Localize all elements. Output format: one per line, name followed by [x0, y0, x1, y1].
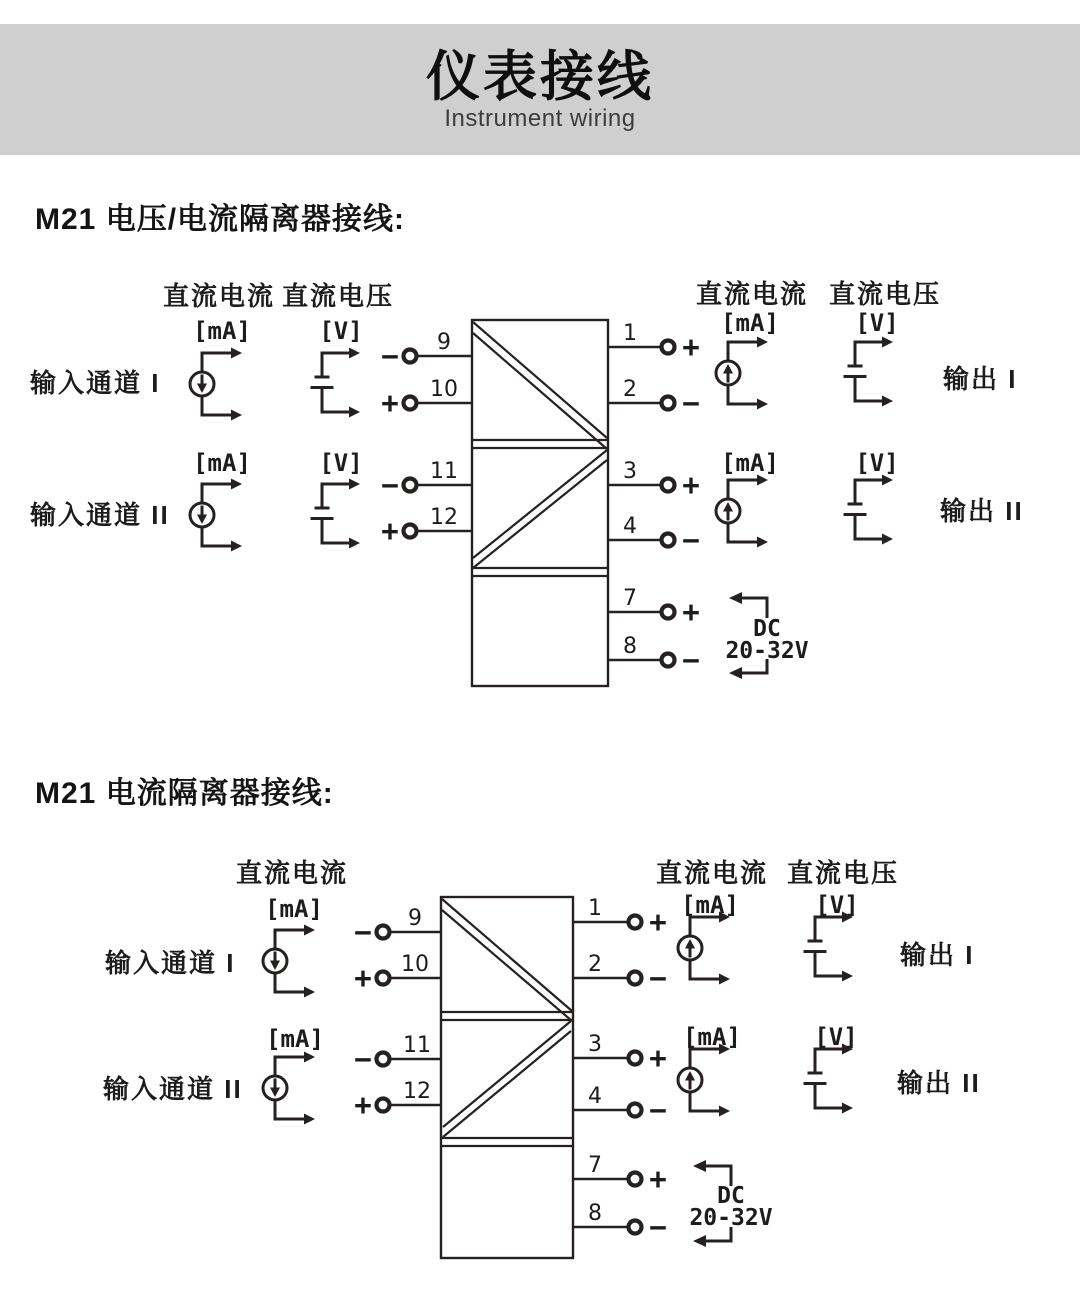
voltage-source-icon — [311, 348, 361, 418]
diagram-current-isolator — [0, 840, 1080, 1280]
d2-isolator-box — [441, 897, 573, 1258]
input-channel-2-label: 输入通道 II — [30, 500, 170, 530]
isolation-diagonal — [443, 1021, 571, 1127]
output-1-label: 输出 I — [943, 364, 1018, 394]
terminal-dot — [662, 654, 675, 667]
minus-sign: − — [649, 1210, 667, 1244]
dc-label: DC — [717, 1183, 745, 1209]
terminal-11 — [354, 1033, 441, 1076]
minus-sign: − — [381, 339, 399, 373]
terminal-1 — [608, 321, 700, 364]
terminal-12 — [381, 505, 472, 548]
terminal-dot — [377, 1053, 390, 1066]
d1-power-supply — [608, 586, 809, 679]
terminal-number: 10 — [430, 377, 458, 402]
current-source-down-icon — [190, 348, 242, 421]
d2-left-column-headers — [236, 858, 348, 888]
dc-current-header: 直流电流 — [695, 279, 809, 309]
terminal-7 — [608, 586, 700, 629]
terminal-number: 3 — [623, 459, 637, 484]
terminal-number: 12 — [403, 1079, 431, 1104]
terminal-dot — [629, 972, 642, 985]
terminal-number: 8 — [623, 634, 637, 659]
terminal-dot — [662, 479, 675, 492]
plus-sign: + — [649, 905, 667, 939]
terminal-4 — [573, 1084, 667, 1127]
ma-unit-label: [mA] — [266, 1025, 324, 1053]
ma-unit-label: [mA] — [193, 449, 251, 477]
terminal-number: 4 — [623, 514, 637, 539]
d1-right-column-headers — [696, 279, 941, 309]
isolation-diagonal — [442, 910, 572, 1021]
ma-unit-label: [mA] — [683, 1023, 741, 1051]
minus-sign: − — [381, 468, 399, 502]
output-1-label: 输出 I — [900, 940, 975, 970]
terminal-number: 7 — [588, 1153, 602, 1178]
isolation-diagonal — [443, 1031, 571, 1137]
terminal-2 — [573, 952, 667, 995]
ma-unit-label: [mA] — [721, 449, 779, 477]
terminal-dot — [404, 397, 417, 410]
terminal-number: 11 — [403, 1033, 431, 1058]
diagram-voltage-current-isolator — [0, 255, 1080, 715]
current-source-up-icon — [678, 1044, 730, 1117]
dc-label: DC — [753, 616, 781, 642]
output-2-label: 输出 II — [897, 1068, 981, 1098]
d1-isolator-box — [472, 320, 608, 686]
section2-title: M21 电流隔离器接线: — [35, 777, 334, 810]
terminal-number: 8 — [588, 1201, 602, 1226]
terminal-9 — [354, 906, 441, 949]
page-title: 仪表接线 — [426, 47, 654, 107]
terminal-dot — [629, 1173, 642, 1186]
terminal-dot — [662, 606, 675, 619]
terminal-dot — [377, 926, 390, 939]
v-unit-label: [V] — [815, 891, 859, 919]
dc-voltage-header: 直流电压 — [828, 279, 942, 309]
isolation-diagonal — [473, 333, 607, 449]
isolation-diagonal — [473, 322, 607, 438]
v-unit-label: [V] — [319, 449, 363, 477]
terminal-dot — [404, 350, 417, 363]
d1-input-channel-2 — [29, 449, 472, 552]
output-2-label: 输出 II — [940, 496, 1024, 526]
terminal-3 — [608, 459, 700, 502]
minus-sign: − — [354, 1042, 372, 1076]
minus-sign: − — [682, 643, 700, 677]
voltage-source-icon — [804, 1044, 854, 1114]
v-unit-label: [V] — [855, 309, 899, 337]
plus-sign: + — [682, 330, 700, 364]
ma-unit-label: [mA] — [265, 895, 323, 923]
isolation-diagonal — [473, 450, 607, 558]
terminal-12 — [354, 1079, 441, 1122]
terminal-9 — [381, 330, 472, 373]
minus-sign: − — [682, 386, 700, 420]
terminal-number: 1 — [588, 896, 602, 921]
dc-current-header: 直流电流 — [235, 858, 349, 888]
current-source-up-icon — [716, 475, 768, 548]
terminal-number: 3 — [588, 1032, 602, 1057]
terminal-1 — [573, 896, 667, 939]
terminal-number: 4 — [588, 1084, 602, 1109]
d2-input-channel-1 — [104, 895, 441, 998]
terminal-dot — [404, 525, 417, 538]
minus-sign: − — [649, 1093, 667, 1127]
terminal-number: 2 — [623, 377, 637, 402]
minus-sign: − — [649, 961, 667, 995]
d1-input-channel-1 — [29, 317, 472, 421]
dc-range-label: 20-32V — [689, 1205, 773, 1231]
terminal-dot — [662, 397, 675, 410]
plus-sign: + — [381, 386, 399, 420]
terminal-dot — [629, 1104, 642, 1117]
terminal-10 — [354, 952, 441, 995]
d2-input-channel-2 — [102, 1025, 441, 1125]
dc-voltage-header: 直流电压 — [281, 281, 395, 311]
terminal-dot — [662, 534, 675, 547]
terminal-dot — [629, 1052, 642, 1065]
terminal-number: 11 — [430, 459, 458, 484]
plus-sign: + — [354, 1088, 372, 1122]
terminal-8 — [573, 1201, 667, 1244]
voltage-source-icon — [804, 912, 854, 982]
current-source-up-icon — [678, 912, 730, 985]
header-banner — [0, 24, 1080, 155]
v-unit-label: [V] — [814, 1023, 858, 1051]
terminal-2 — [608, 377, 700, 420]
terminal-4 — [608, 514, 700, 557]
plus-sign: + — [649, 1041, 667, 1075]
terminal-10 — [381, 377, 472, 420]
dc-current-header: 直流电流 — [162, 281, 276, 311]
isolation-diagonal — [473, 460, 607, 568]
dc-current-header: 直流电流 — [655, 858, 769, 888]
minus-sign: − — [682, 523, 700, 557]
terminal-7 — [573, 1153, 667, 1196]
ma-unit-label: [mA] — [681, 891, 739, 919]
d2-power-supply — [573, 1153, 773, 1247]
input-channel-1-label: 输入通道 I — [105, 948, 236, 978]
terminal-3 — [573, 1032, 667, 1075]
terminal-dot — [629, 1221, 642, 1234]
d2-output-channel-1 — [573, 891, 974, 995]
voltage-source-icon — [311, 479, 361, 549]
terminal-8 — [608, 634, 700, 677]
voltage-source-icon — [844, 475, 894, 545]
isolation-diagonal — [442, 899, 572, 1011]
dc-range-label: 20-32V — [725, 638, 809, 664]
terminal-dot — [662, 341, 675, 354]
input-channel-1-label: 输入通道 I — [30, 368, 161, 398]
d2-output-channel-2 — [573, 1023, 981, 1127]
input-channel-2-label: 输入通道 II — [103, 1074, 243, 1104]
plus-sign: + — [354, 961, 372, 995]
terminal-dot — [629, 916, 642, 929]
plus-sign: + — [682, 595, 700, 629]
d1-output-channel-1 — [608, 309, 1017, 420]
terminal-number: 10 — [401, 952, 429, 977]
terminal-number: 12 — [430, 505, 458, 530]
voltage-source-icon — [844, 337, 894, 407]
dc-voltage-header: 直流电压 — [786, 858, 900, 888]
d2-right-column-headers — [656, 858, 899, 888]
ma-unit-label: [mA] — [721, 309, 779, 337]
terminal-dot — [377, 972, 390, 985]
terminal-number: 9 — [437, 330, 451, 355]
terminal-dot — [404, 479, 417, 492]
d1-left-column-headers — [163, 281, 394, 311]
section1-title: M21 电压/电流隔离器接线: — [35, 203, 406, 236]
page-subtitle: Instrument wiring — [444, 105, 636, 132]
current-source-down-icon — [263, 1052, 315, 1125]
v-unit-label: [V] — [319, 317, 363, 345]
current-source-down-icon — [190, 479, 242, 552]
d1-output-channel-2 — [608, 449, 1024, 557]
terminal-number: 9 — [408, 906, 422, 931]
plus-sign: + — [381, 514, 399, 548]
terminal-number: 1 — [623, 321, 637, 346]
terminal-number: 7 — [623, 586, 637, 611]
minus-sign: − — [354, 915, 372, 949]
plus-sign: + — [649, 1162, 667, 1196]
plus-sign: + — [682, 468, 700, 502]
current-source-down-icon — [263, 925, 315, 998]
ma-unit-label: [mA] — [193, 317, 251, 345]
v-unit-label: [V] — [855, 449, 899, 477]
terminal-number: 2 — [588, 952, 602, 977]
terminal-11 — [381, 459, 472, 502]
terminal-dot — [377, 1099, 390, 1112]
current-source-up-icon — [716, 337, 768, 410]
